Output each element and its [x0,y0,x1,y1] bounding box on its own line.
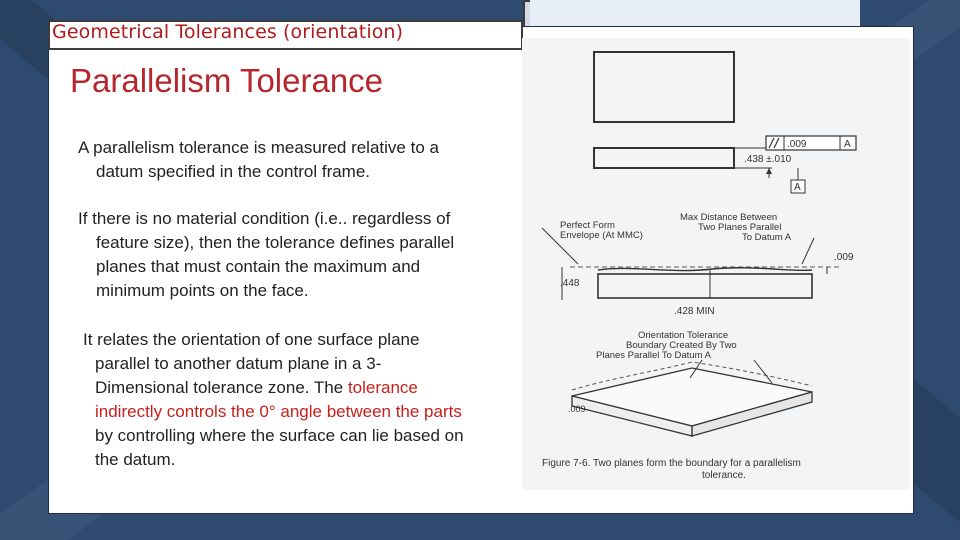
parallelism-figure [522,38,910,490]
paragraph-2-line-4: minimum points on the face. [96,281,309,300]
paragraph-3-line-2: parallel to another datum plane in a 3- [95,354,382,373]
orientation-line-2: Boundary Created By Two [626,340,737,351]
thickness-dimension: .438 ±.010 [744,154,792,165]
paragraph-3-line-1: It relates the orientation of one surface plane [83,330,420,349]
header-title: Geometrical Tolerances (orientation) [52,21,404,43]
caption-line-2: tolerance. [702,470,746,481]
paragraph-1-line-2: datum specified in the control frame. [96,162,371,181]
slide-title: Parallelism Tolerance [70,62,384,99]
top-view-box [594,52,734,122]
paragraph-3-line-4: indirectly controls the 0° angle between the parts [95,402,462,421]
max-distance-line-2: Two Planes Parallel [698,222,782,233]
max-distance-line-1: Max Distance Between [680,212,778,223]
paragraph-1-line-1: A parallelism tolerance is measured relative to a [78,138,439,157]
paragraph-3-line-3-red: tolerance [347,378,418,397]
frame-tolerance: .009 [787,139,807,150]
paragraph-2 [78,207,454,303]
orientation-line-3: Planes Parallel To Datum A [596,350,711,361]
paragraph-3 [83,328,464,472]
perfect-form-line-2: Envelope (At MMC) [560,230,643,241]
paragraph-3-line-3 [83,376,464,400]
paragraph-1 [78,136,439,184]
paragraph-2-line-3: planes that must contain the maximum and [96,257,421,276]
frame-datum: A [844,139,851,150]
paragraph-3-line-6: the datum. [95,450,176,469]
caption-line-1: Figure 7-6. Two planes form the boundary for a parallelism [542,458,801,469]
datum-label: A [794,182,801,193]
height-value: .448 [560,278,580,289]
isometric-block [568,360,812,436]
max-distance-line-3: To Datum A [742,232,792,243]
tolerance-zone-side [560,252,854,317]
paragraph-3-line-5: by controlling where the surface can lie based on [95,426,464,445]
orientation-line-1: Orientation Tolerance [638,330,729,341]
paragraph-2-line-2: feature size), then the tolerance defines parallel [96,233,455,252]
zone-value: .009 [834,252,854,263]
figure-drawing [522,38,910,490]
min-value: .428 MIN [674,306,715,317]
side-view-bar [594,148,734,168]
paragraph-3-line-3-plain: Dimensional tolerance zone. The [95,378,348,397]
iso-value: .009 [568,404,586,414]
paragraph-2-line-1: If there is no material condition (i.e.. regardless of [78,209,451,228]
perfect-form-line-1: Perfect Form [560,220,615,231]
feature-control-frame [766,136,856,150]
